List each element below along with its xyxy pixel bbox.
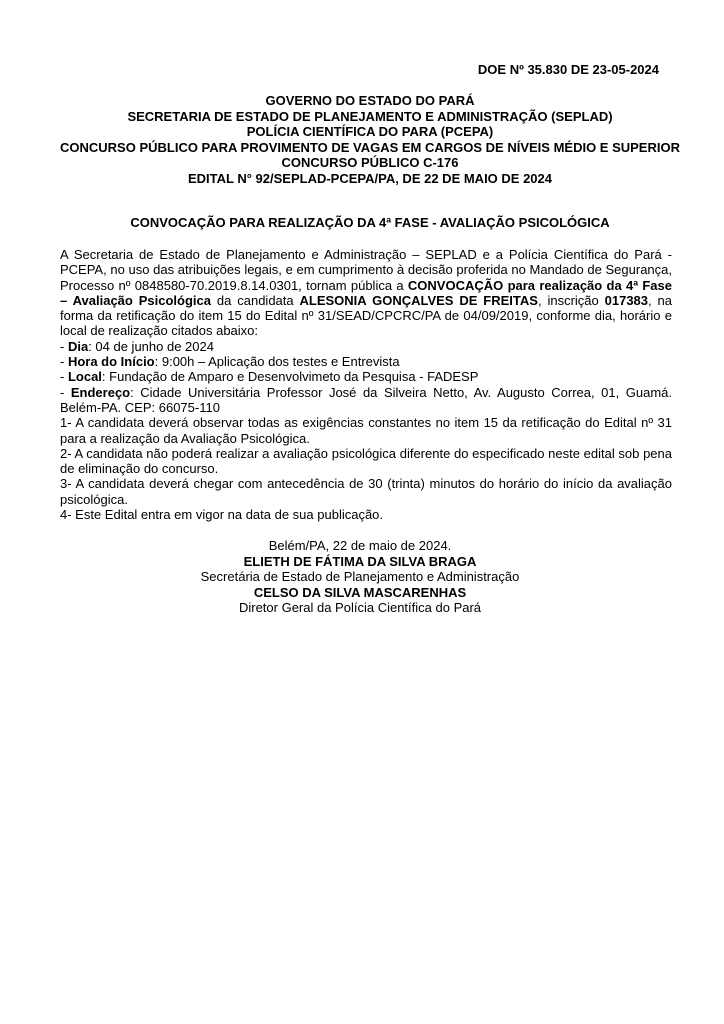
detail-address-value: : Cidade Universitária Professor José da Silveira Netto, Av. Augusto Correa, 01, Guamá. Belém-PA. CEP: 66075-110: [60, 384, 672, 415]
intro-convocation-bold: CONVOCAÇÃO para realização da 4ª Fase – Avaliação Psicológica: [60, 277, 672, 308]
detail-address-label: Endereço: [70, 384, 131, 400]
candidate-name: ALESONIA GONÇALVES DE FREITAS: [299, 292, 538, 308]
signatory-1-role: Secretária de Estado de Planejamento e Administração: [200, 569, 520, 584]
item-3: 3- A candidata deverá chegar com antecedência de 30 (trinta) minutos do horário do início da avaliação psicológica.: [60, 476, 672, 507]
header-contest-number: CONCURSO PÚBLICO C-176: [281, 155, 459, 171]
place-date: Belém/PA, 22 de maio de 2024.: [268, 538, 452, 553]
intro-text-1: A Secretaria de Estado de Planejamento e Administração – SEPLAD e a Polícia Científica do Pará - PCEPA, no uso das atribuições legais, e em cumprimento à decisão proferida no Mandado de Segurança, Processo nº 0848580-70.2019.8.14.0301, tornam pública a: [60, 247, 672, 293]
item-4: 4- Este Edital entra em vigor na data de sua publicação.: [60, 507, 384, 523]
detail-start-time-value: : 9:00h – Aplicação dos testes e Entrevista: [154, 354, 400, 370]
item-1: 1- A candidata deverá observar todas as exigências constantes no item 15 da retificação do Edital nº 31 para a realização da Avaliação Psicológica.: [60, 415, 672, 446]
detail-day-label: Dia: [67, 338, 89, 354]
detail-location-label: Local: [67, 369, 102, 385]
document-body: [60, 247, 672, 522]
signatory-2-role: Diretor Geral da Polícia Científica do Pará: [238, 600, 482, 615]
intro-text-2: da candidata: [211, 292, 300, 308]
header-contest-description: CONCURSO PÚBLICO PARA PROVIMENTO DE VAGAS EM CARGOS DE NÍVEIS MÉDIO E SUPERIOR: [60, 139, 680, 155]
header-government: GOVERNO DO ESTADO DO PARÁ: [265, 93, 475, 108]
header-secretariat: SECRETARIA DE ESTADO DE PLANEJAMENTO E ADMINISTRAÇÃO (SEPLAD): [127, 108, 613, 124]
detail-day: - Dia: 04 de junho de 2024: [60, 338, 214, 354]
document-header: [60, 93, 680, 187]
detail-location: - Local: Fundação de Amparo e Desenvolvimeto da Pesquisa - FADESP: [60, 369, 479, 385]
intro-paragraph: [60, 247, 672, 339]
signatory-2-name: CELSO DA SILVA MASCARENHAS: [253, 584, 467, 600]
intro-text-3: , inscrição: [537, 292, 605, 308]
item-2: 2- A candidata não poderá realizar a avaliação psicológica diferente do especificado neste edital sob pena de eliminação do concurso.: [60, 445, 672, 477]
detail-start-time: - Hora do Início: 9:00h – Aplicação dos testes e Entrevista: [60, 354, 400, 370]
doe-reference: DOE Nº 35.830 DE 23-05-2024: [477, 62, 659, 77]
detail-address: - Endereço: Cidade Universitária Professor José da Silveira Netto, Av. Augusto Correa, 01, Guamá. Belém-PA. CEP: 66075-110: [60, 384, 672, 415]
signature-block: [60, 538, 660, 616]
signatory-1-name: ELIETH DE FÁTIMA DA SILVA BRAGA: [243, 553, 477, 569]
detail-day-value: : 04 de junho de 2024: [88, 338, 214, 354]
detail-start-time-label: Hora do Início: [67, 354, 155, 370]
registration-number: 017383: [604, 292, 649, 308]
header-edict-number: EDITAL N° 92/SEPLAD-PCEPA/PA, DE 22 DE MAIO DE 2024: [188, 170, 552, 186]
detail-location-value: : Fundação de Amparo e Desenvolvimeto da Pesquisa - FADESP: [101, 369, 479, 385]
convocation-title: CONVOCAÇÃO PARA REALIZAÇÃO DA 4ª FASE - AVALIAÇÃO PSICOLÓGICA: [130, 215, 610, 230]
intro-text-4: , na forma da retificação do item 15 do Edital nº 31/SEAD/CPCRC/PA de 04/09/2019, conforme dia, horário e local de realização citados abaixo:: [60, 292, 672, 339]
header-police: POLÍCIA CIENTÍFICA DO PARA (PCEPA): [246, 124, 494, 140]
